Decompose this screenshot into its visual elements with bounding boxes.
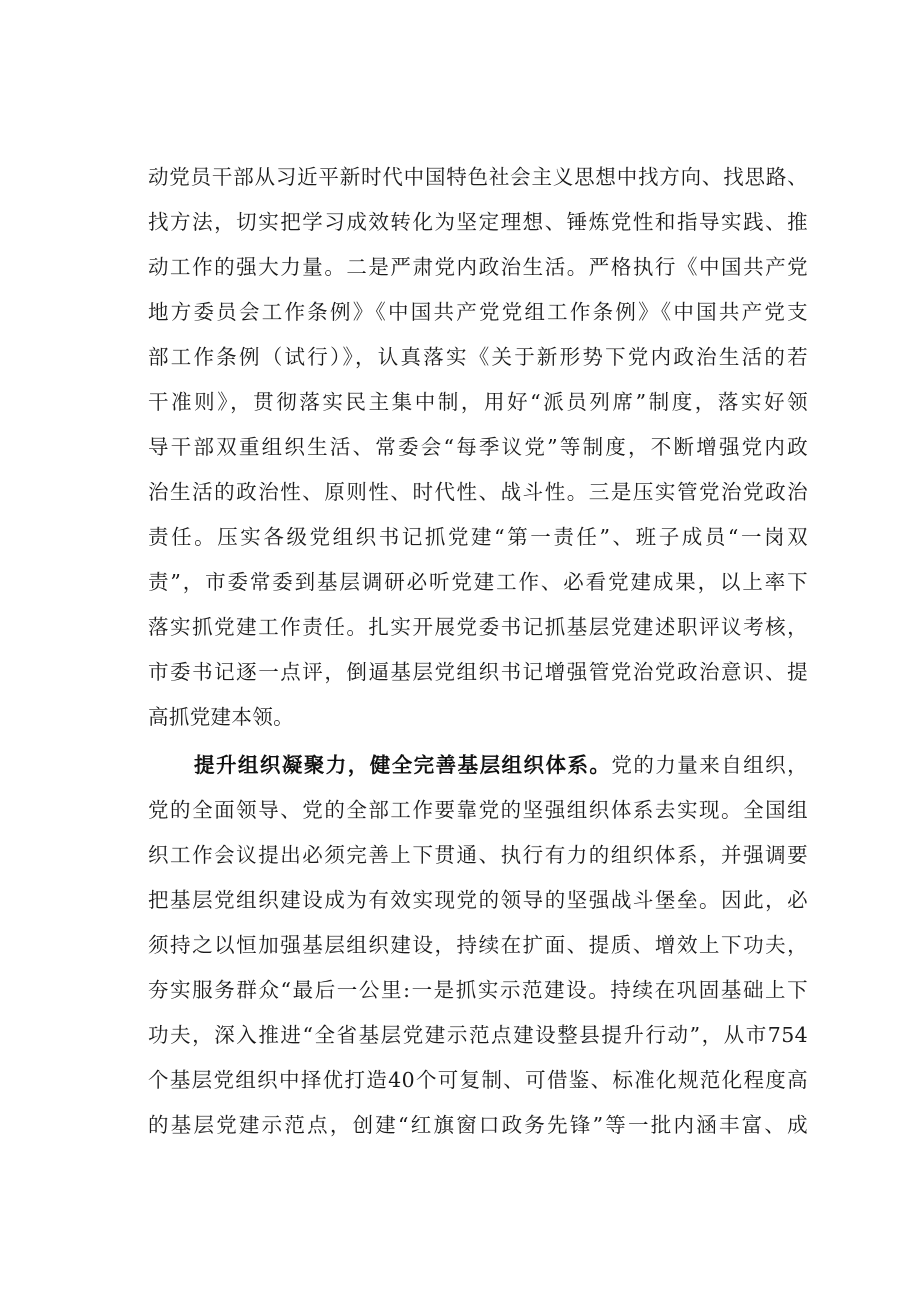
paragraph-text: 党的力量来自组织， (611, 753, 809, 777)
section-heading: 提升组织凝聚力，健全完善基层组织体系。 (194, 753, 612, 777)
paragraph-line: 找方法，切实把学习成效转化为坚定理想、锤炼党性和指导实践、推 (148, 210, 808, 234)
paragraph-line: 须持之以恒加强基层组织建设，持续在扩面、提质、增效上下功夫， (148, 933, 808, 957)
paragraph-line: 治生活的政治性、原则性、时代性、战斗性。三是压实管党治党政治 (148, 480, 808, 504)
paragraph-line: 动工作的强大力量。二是严肃党内政治生活。严格执行《中国共产党 (148, 255, 808, 279)
paragraph-line: 的基层党建示范点，创建“红旗窗口政务先锋”等一批内涵丰富、成 (148, 1113, 808, 1137)
paragraph-line: 夯实服务群众“最后一公里:一是抓实示范建设。持续在巩固基础上下 (148, 978, 808, 1002)
paragraph-line: 干准则》，贯彻落实民主集中制，用好“派员列席”制度，落实好领 (148, 390, 808, 414)
paragraph-line: 导干部双重组织生活、常委会“每季议党”等制度，不断增强党内政 (148, 435, 808, 459)
paragraph-line: 落实抓党建工作责任。扎实开展党委书记抓基层党建述职评议考核， (148, 615, 808, 639)
paragraph-line: 把基层党组织建设成为有效实现党的领导的坚强战斗堡垒。因此，必 (148, 888, 808, 912)
paragraph2-first-line (194, 745, 808, 785)
paragraph-line: 动党员干部从习近平新时代中国特色社会主义思想中找方向、找思路、 (148, 165, 808, 189)
paragraph-line: 市委书记逐一点评，倒逼基层党组织书记增强管党治党政治意识、提 (148, 660, 808, 684)
paragraph-last-line: 高抓党建本领。 (148, 705, 294, 729)
paragraph-line: 地方委员会工作条例》《中国共产党党组工作条例》《中国共产党支 (148, 300, 808, 324)
paragraph-line: 责任。压实各级党组织书记抓党建“第一责任”、班子成员“一岗双 (148, 525, 808, 549)
paragraph-line: 党的全面领导、党的全部工作要靠党的坚强组织体系去实现。全国组 (148, 798, 808, 822)
paragraph-line: 功夫，深入推进“全省基层党建示范点建设整县提升行动”，从市754 (148, 1023, 808, 1047)
paragraph-line: 部工作条例（试行）》，认真落实《关于新形势下党内政治生活的若 (148, 345, 808, 369)
paragraph-line: 责”，市委常委到基层调研必听党建工作、必看党建成果，以上率下 (148, 570, 808, 594)
paragraph-line: 个基层党组织中择优打造40个可复制、可借鉴、标准化规范化程度高 (148, 1068, 808, 1092)
paragraph-line: 织工作会议提出必须完善上下贯通、执行有力的组织体系，并强调要 (148, 843, 808, 867)
